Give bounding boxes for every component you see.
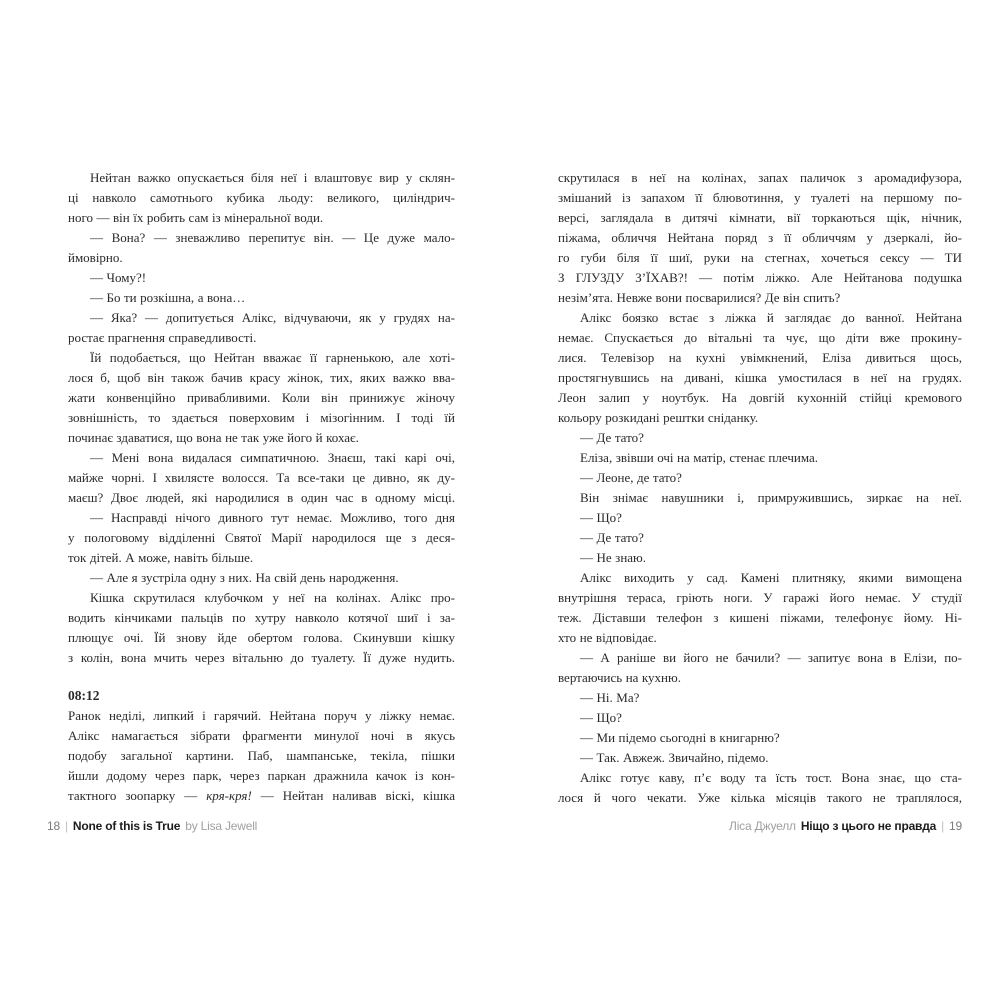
text-line: — Насправді нічого дивного тут немає. Можливо, того дня (90, 510, 455, 525)
text-line: го губи біля її шиї, руки на стегнах, хочеться сексу — ТИ (558, 250, 962, 265)
text-line: Кішка скрутилася клубочком у неї на колінах. Алікс про- (90, 590, 455, 605)
text-line: З ГЛУЗДУ З’ЇХАВ?! — потім ліжко. Але Нейтанова подушка (558, 270, 962, 285)
text-line: вертаючись на кухню. (558, 670, 681, 685)
text-line: Алікс виходить у сад. Камені плитняку, якими вимощена (580, 570, 962, 585)
text-line: ці навколо самотнього кубика льоду: великого, циліндрич- (68, 190, 455, 205)
footer-divider: | (941, 819, 945, 833)
text-line: тактного зоопарку — кря-кря! — Нейтан наливав віскі, кішка (68, 788, 455, 803)
text-line: подобу загальної картини. Паб, шампанське, текіла, пішки (68, 748, 455, 763)
text-line: ймовірно. (68, 250, 123, 265)
text-line: — Що? (580, 710, 622, 725)
text-line: з колін, вона мчить через вітальню до туалету. Її дуже нудить. (68, 650, 455, 665)
text-line: незім’ята. Невже вони посварилися? Де він спить? (558, 290, 841, 305)
text-line: змішаний із запахом її блювотиння, у туалеті на першому по- (558, 190, 962, 205)
text-line: починає здаватися, що вона не так уже його й кохає. (68, 430, 359, 445)
text-line: Алікс боязко встає з ліжка й заглядає до ванної. Нейтана (580, 310, 962, 325)
book-author-english: by Lisa Jewell (185, 819, 258, 833)
text-line: — Що? (580, 510, 622, 525)
text-line: хто не відповідає. (558, 630, 657, 645)
text-line: Еліза, звівши очі на матір, стенає плечима. (580, 450, 818, 465)
text-line: ток дітей. А може, навіть більше. (68, 550, 254, 565)
text-line: — Яка? — допитується Алікс, відчуваючи, як у грудях на- (90, 310, 455, 325)
text-line: теж. Діставши телефон з кишені піжами, телефонує йому. Ні- (558, 610, 962, 625)
text-line: — Але я зустріла одну з них. На свій день народження. (90, 570, 399, 585)
text-line: версі, заглядала в дитячі кімнати, вії торкаються щік, нічник, (558, 210, 962, 225)
text-line: — Вона? — зневажливо перепитує він. — Це дуже мало- (90, 230, 455, 245)
text-line: — Чому?! (90, 270, 147, 285)
book-title-english: None of this is True (72, 819, 181, 833)
text-line: йшли додому через парк, через паркан дражнила качок із кон- (68, 768, 455, 783)
text-line: кольору розкидані рештки сніданку. (558, 410, 759, 425)
left-page-number: 18 (47, 819, 60, 833)
text-line: Алікс намагається зібрати фрагменти минулої ночі в якусь (68, 728, 455, 743)
footer-divider: | (64, 819, 68, 833)
text-line: — Ми підемо сьогодні в книгарню? (580, 730, 780, 745)
text-line: немає. Спускається до вітальні та чує, що діти вже прокину- (558, 330, 962, 345)
text-line: водить кінчиками пальців по хутру навколо котячої шиї і за- (68, 610, 455, 625)
left-page-footer (47, 818, 257, 834)
right-page-number: 19 (949, 819, 962, 833)
text-line: Алікс готує каву, п’є воду та їсть тост. Вона знає, що ста- (580, 770, 962, 785)
text-line: у пологовому відділенні Святої Марії народилося ще з деся- (68, 530, 455, 545)
text-line: піжама, обличчя Нейтана поряд з її обличчям у дзеркалі, йо- (558, 230, 962, 245)
left-page-body-text (68, 168, 455, 806)
book-title-ukrainian: Ніщо з цього не правда (800, 819, 937, 833)
text-line: жати конвенційно привабливими. Коли він принижує жіночу (68, 390, 455, 405)
text-line: майже чорні. І хвилясте волосся. Та все-таки це дивно, як ду- (68, 470, 455, 485)
text-line: — Леоне, де тато? (580, 470, 682, 485)
text-line: — Не знаю. (580, 550, 647, 565)
text-line: скрутилася в неї на колінах, запах паличок з аромадифузора, (558, 170, 962, 185)
right-page-footer (558, 818, 962, 834)
text-line: простягнувшись на дивані, кішка умостилася в неї на грудях. (558, 370, 962, 385)
text-line: внутрішня тераса, гріють ноги. У гаражі його немає. У студії (558, 590, 962, 605)
text-line: — Бо ти розкішна, а вона… (90, 290, 246, 305)
book-author-ukrainian: Ліса Джуелл (729, 819, 796, 833)
text-line: Він знімає навушники і, примружившись, зиркає на неї. (580, 490, 962, 505)
text-line: лося й чого чекати. Уже кілька місяців такого не траплялося, (558, 790, 962, 805)
text-line: Нейтан важко опускається біля неї і влаштовує вир у склян- (90, 170, 455, 185)
section-time-heading: 08:12 (68, 688, 100, 703)
text-line: Ранок неділі, липкий і гарячий. Нейтана поруч у ліжку немає. (68, 708, 455, 723)
text-line: Леон залип у ноутбук. На довгій кухонній стійці кремового (558, 390, 962, 405)
text-line: — Мені вона видалася симпатичною. Знаєш, такі карі очі, (90, 450, 455, 465)
text-line: зовнішність, то здається поверховим і мізогінним. І тоді їй (68, 410, 455, 425)
text-line: — Так. Авжеж. Звичайно, підемо. (580, 750, 769, 765)
text-line: ного — він їх робить сам із мінеральної води. (68, 210, 324, 225)
text-line: — Ні. Ма? (580, 690, 640, 705)
text-line: Їй подобається, що Нейтан вважає її гарненькою, але хоті- (90, 350, 455, 365)
text-line: плющує очі. Їй знову йде обертом голова. Скинувши кішку (68, 630, 455, 645)
text-line: лися. Телевізор на кухні увімкнений, Еліза дивиться щось, (558, 350, 962, 365)
text-line: — Де тато? (580, 430, 644, 445)
text-line: маєш? Двоє людей, які народилися в один час в одному місці. (68, 490, 455, 505)
text-line: — А раніше ви його не бачили? — запитує вона в Елізи, по- (580, 650, 962, 665)
text-line: ростає прагнення справедливості. (68, 330, 257, 345)
text-line: — Де тато? (580, 530, 644, 545)
right-page-body-text (558, 168, 962, 808)
text-line: лося б, щоб він також бачив красу жінок, тих, яких важко вва- (68, 370, 455, 385)
